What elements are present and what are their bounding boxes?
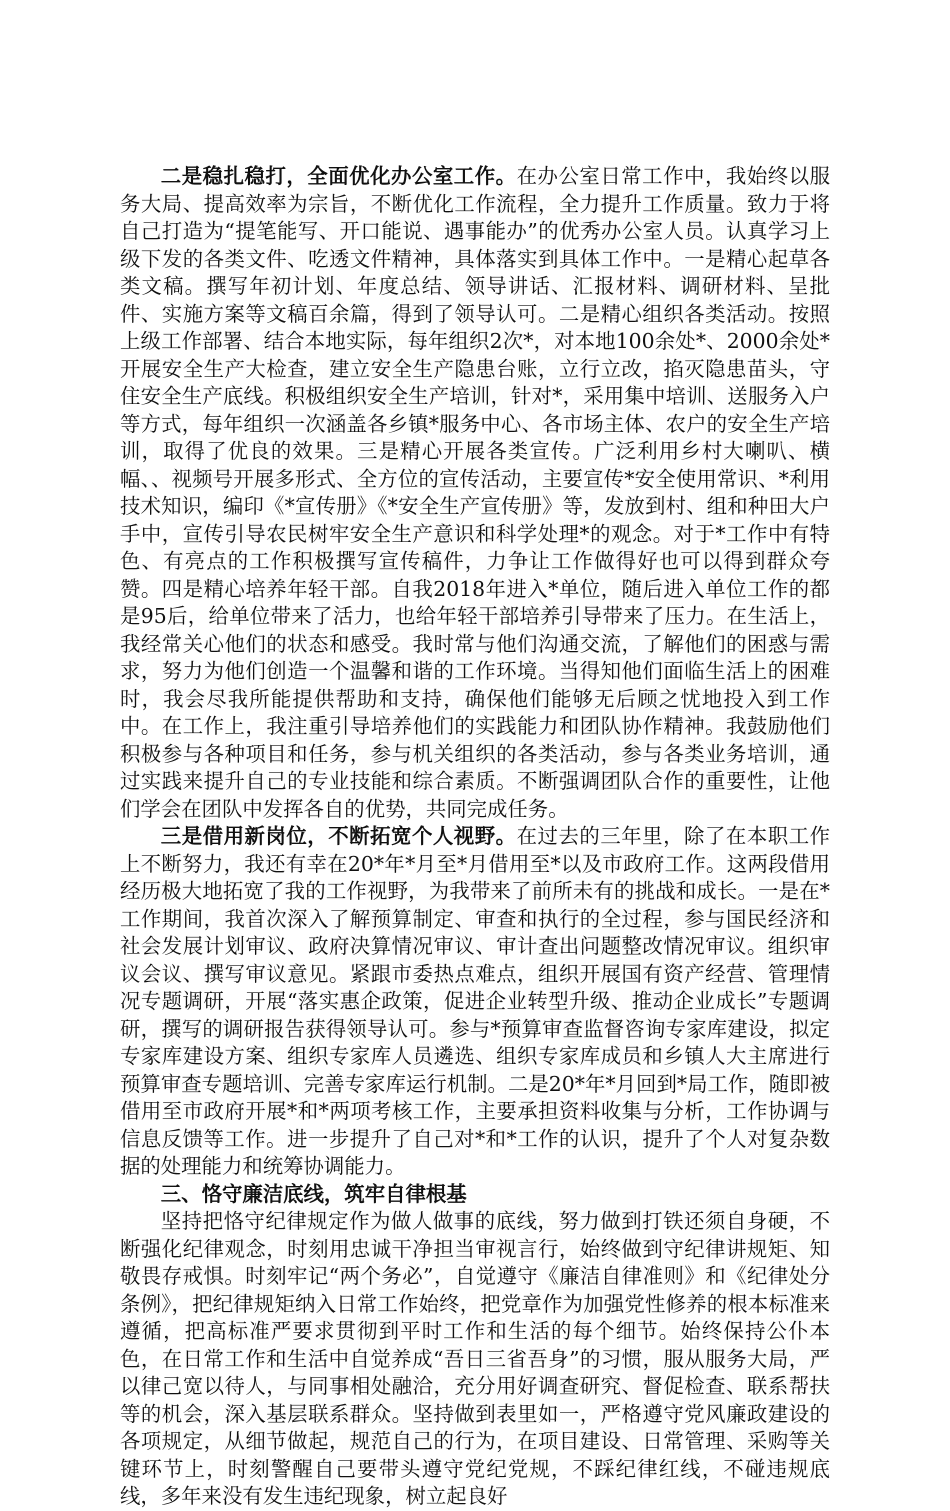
section-heading: 三、恪守廉洁底线，筑牢自律根基 [160, 1181, 467, 1206]
paragraph-text: 坚持把恪守纪律规定作为做人做事的底线，努力做到打铁还须自身硬，不断强化纪律观念，时刻用忠诚干净担当审视言行，始终做到守纪律讲规矩、知敬畏存戒惧。时刻牢记“两个务必”，自觉遵守《廉洁自律准则》和《纪律处分条例》，把纪律规矩纳入日常工作始终，把党章作为加强党性修养的根本标准来遵循，把高标准严要求贯彻到平时工作和生活的每个细节。始终保持公仆本色，在日常工作和生活中自觉养成“吾日三省吾身”的习惯，服从服务大局，严以律己宽以待人，与同事相处融洽，充分用好调查研究、督促检查、联系帮扶等的机会，深入基层联系群众。坚持做到表里如一，严格遵守党风廉政建设的各项规定，从细节做起，规范自己的行为，在项目建设、日常管理、采购等关键环节上，时刻警醒自己要带头遵守党纪党规，不踩纪律红线，不碰违规底线，多年来没有发生违纪现象，树立起良好 [120, 1209, 830, 1508]
paragraph-integrity [120, 1208, 830, 1511]
paragraph-new-post [120, 823, 830, 1181]
paragraph-lead: 三是借用新岗位，不断拓宽个人视野。 [160, 824, 517, 848]
paragraph-lead: 二是稳扎稳打，全面优化办公室工作。 [160, 164, 517, 188]
paragraph-text: 在办公室日常工作中，我始终以服务大局、提高效率为宗旨，不断优化工作流程，全力提升工作质量。致力于将自己打造为“提笔能写、开口能说、遇事能办”的优秀办公室人员。认真学习上级下发的各类文件、吃透文件精神，具体落实到具体工作中。一是精心起草各类文稿。撰写年初计划、年度总结、领导讲话、汇报材料、调研材料、呈批件、实施方案等文稿百余篇，得到了领导认可。二是精心组织各类活动。按照上级工作部署、结合本地实际，每年组织2次*，对本地100余处*、2000余处*开展安全生产大检查，建立安全生产隐患台账，立行立改，掐灭隐患苗头，守住安全生产底线。积极组织安全生产培训，针对*，采用集中培训、送服务入户等方式，每年组织一次涵盖各乡镇*服务中心、各市场主体、农户的安全生产培训，取得了优良的效果。三是精心开展各类宣传。广泛利用乡村大喇叭、横幅、、视频号开展多形式、全方位的宣传活动，主要宣传*安全使用常识、*利用技术知识，编印《*宣传册》《*安全生产宣传册》等，发放到村、组和种田大户手中，宣传引导农民树牢安全生产意识和科学处理*的观念。对于*工作中有特色、有亮点的工作积极撰写宣传稿件，力争让工作做得好也可以得到群众夸赞。四是精心培养年轻干部。自我2018年进入*单位，随后进入单位工作的都是95后，给单位带来了活力，也给年轻干部培养引导带来了压力。在生活上，我经常关心他们的状态和感受。我时常与他们沟通交流，了解他们的困惑与需求，努力为他们创造一个温馨和谐的工作环境。当得知他们面临生活上的困难时，我会尽我所能提供帮助和支持，确保他们能够无后顾之忧地投入到工作中。在工作上，我注重引导培养他们的实践能力和团队协作精神。我鼓励他们积极参与各种项目和任务，参与机关组织的各类活动，参与各类业务培训，通过实践来提升自己的专业技能和综合素质。不断强调团队合作的重要性，让他们学会在团队中发挥各自的优势，共同完成任务。 [120, 164, 831, 821]
document-body [120, 163, 830, 1511]
paragraph-text: 在过去的三年里，除了在本职工作上不断努力，我还有幸在20*年*月至*月借用至*以及市政府工作。这两段借用经历极大地拓宽了我的工作视野，为我带来了前所未有的挑战和成长。一是在*工作期间，我首次深入了解预算制定、审查和执行的全过程，参与国民经济和社会发展计划审议、政府决算情况审议、审计查出问题整改情况审议。组织审议会议、撰写审议意见。紧跟市委热点难点，组织开展国有资产经营、管理情况专题调研，开展“落实惠企政策，促进企业转型升级、推动企业成长”专题调研，撰写的调研报告获得领导认可。参与*预算审查监督咨询专家库建设，拟定专家库建设方案、组织专家库人员遴选、组织专家库成员和乡镇人大主席进行预算审查专题培训、完善专家库运行机制。二是20*年*月回到*局工作，随即被借用至市政府开展*和*两项考核工作，主要承担资料收集与分析，工作协调与信息反馈等工作。进一步提升了自己对*和*工作的认识，提升了个人对复杂数据的处理能力和统筹协调能力。 [120, 824, 831, 1178]
paragraph-office-work [120, 163, 830, 823]
